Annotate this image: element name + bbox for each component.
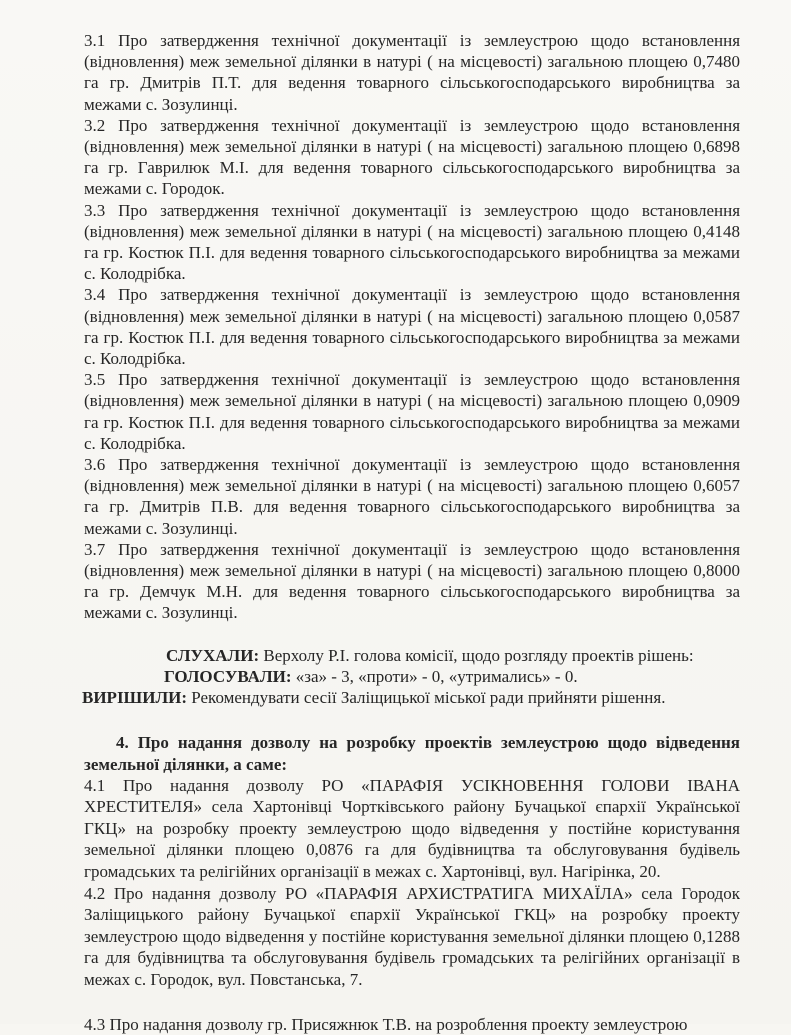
vote-block-3 xyxy=(84,645,740,709)
voted-text: «за» - 3, «проти» - 0, «утримались» - 0. xyxy=(291,666,578,686)
section-4-heading: 4. Про надання дозволу на розробку проектів землеустрою щодо відведення земельної ділянки, а саме: xyxy=(84,733,740,774)
item-3-4 xyxy=(84,284,740,369)
decided-line xyxy=(82,687,740,708)
item-text: Про затвердження технічної документації із землеустрою щодо встановлення (відновлення) меж земельної ділянки в натурі ( на місцевості) загальною площею 0,0909 га гр. Костюк П.І. для ведення товарного сільськогосподарського виробництва за межами с. Колодрібка. xyxy=(84,370,741,453)
voted-line xyxy=(84,666,740,687)
item-number: 3.6 xyxy=(84,455,106,475)
item-3-3 xyxy=(84,200,740,285)
item-3-5 xyxy=(84,369,740,454)
item-text: Про затвердження технічної документації із землеустрою щодо встановлення (відновлення) меж земельної ділянки в натурі ( на місцевості) загальною площею 0,6057 га гр. Дмитрів П.В. для ведення товарного сільськогосподарського виробництва за межами с. Зозулинці. xyxy=(84,455,741,538)
item-number: 4.1 xyxy=(84,775,106,795)
item-4-3-partial: 4.3 Про надання дозволу гр. Присяжнюк Т.В. на розроблення проекту землеустрою xyxy=(84,1015,688,1034)
item-3-7 xyxy=(84,539,740,624)
item-number: 3.3 xyxy=(84,200,106,220)
item-text: Про надання дозволу РО «ПАРАФІЯ АРХИСТРАТИГА МИХАЇЛА» села Городок Заліщицького району Бучацької єпархії Української ГКЦ» на розробку проекту землеустрою щодо відведення у постійне користування земельної ділянки площею 0,1288 га для будівництва та обслуговування будівель громадських та релігійних організації в межах с. Городок, вул. Повстанська, 7. xyxy=(84,883,740,990)
decided-text: Рекомендувати сесії Заліщицької міської ради прийняти рішення. xyxy=(187,688,666,708)
item-number: 3.4 xyxy=(84,285,106,305)
item-text: Про затвердження технічної документації із землеустрою щодо встановлення (відновлення) меж земельної ділянки в натурі ( на місцевості) загальною площею 0,6898 га гр. Гаврилюк М.І. для ведення товарного сільськогосподарського виробництва за межами с. Городок. xyxy=(84,115,741,199)
item-number: 3.7 xyxy=(84,539,106,559)
item-text: Про затвердження технічної документації із землеустрою щодо встановлення (відновлення) меж земельної ділянки в натурі ( на місцевості) загальною площею 0,0587 га гр. Костюк П.І. для ведення товарного сільськогосподарського виробництва за межами с. Колодрібка. xyxy=(84,285,741,369)
heard-line xyxy=(84,645,740,666)
item-text: Про затвердження технічної документації із землеустрою щодо встановлення (відновлення) меж земельної ділянки в натурі ( на місцевості) загальною площею 0,7480 га гр. Дмитрів П.Т. для ведення товарного сільськогосподарського виробництва за межами с. Зозулинці. xyxy=(84,31,741,114)
item-text: Про надання дозволу РО «ПАРАФІЯ УСІКНОВЕННЯ ГОЛОВИ ІВАНА ХРЕСТИТЕЛЯ» села Хартонівці Чортківського району Бучацької єпархії Української ГКЦ» на розробку проекту землеустрою щодо відведення у постійне користування земельної ділянки площею 0,0876 га для будівництва та обслуговування будівель громадських та релігійних організації в межах с. Хартонівці, вул. Нагірінка, 20. xyxy=(84,775,740,882)
item-text: Про затвердження технічної документації із землеустрою щодо встановлення (відновлення) меж земельної ділянки в натурі ( на місцевості) загальною площею 0,8000 га гр. Демчук М.Н. для ведення товарного сільськогосподарського виробництва за межами с. Зозулинці. xyxy=(84,539,741,623)
document-body xyxy=(84,30,740,991)
voted-label: ГОЛОСУВАЛИ: xyxy=(164,666,292,686)
item-4-2 xyxy=(84,883,740,991)
item-4-1 xyxy=(84,775,740,883)
item-number: 3.2 xyxy=(84,115,106,135)
item-text: Про затвердження технічної документації із землеустрою щодо встановлення (відновлення) меж земельної ділянки в натурі ( на місцевості) загальною площею 0,4148 га гр. Костюк П.І. для ведення товарного сільськогосподарського виробництва за межами с. Колодрібка. xyxy=(84,200,741,284)
item-3-6 xyxy=(84,454,740,539)
item-number: 3.1 xyxy=(84,31,106,50)
section-3-items xyxy=(84,30,740,624)
item-3-1 xyxy=(84,30,740,115)
heard-text: Верхолу Р.І. голова комісії, щодо розгляду проектів рішень: xyxy=(259,645,694,665)
heard-label: СЛУХАЛИ: xyxy=(166,645,260,665)
item-3-2 xyxy=(84,115,740,200)
section-4 xyxy=(84,732,740,990)
decided-label: ВИРІШИЛИ: xyxy=(82,688,188,708)
item-number: 3.5 xyxy=(84,370,106,390)
item-number: 4.2 xyxy=(84,883,106,903)
